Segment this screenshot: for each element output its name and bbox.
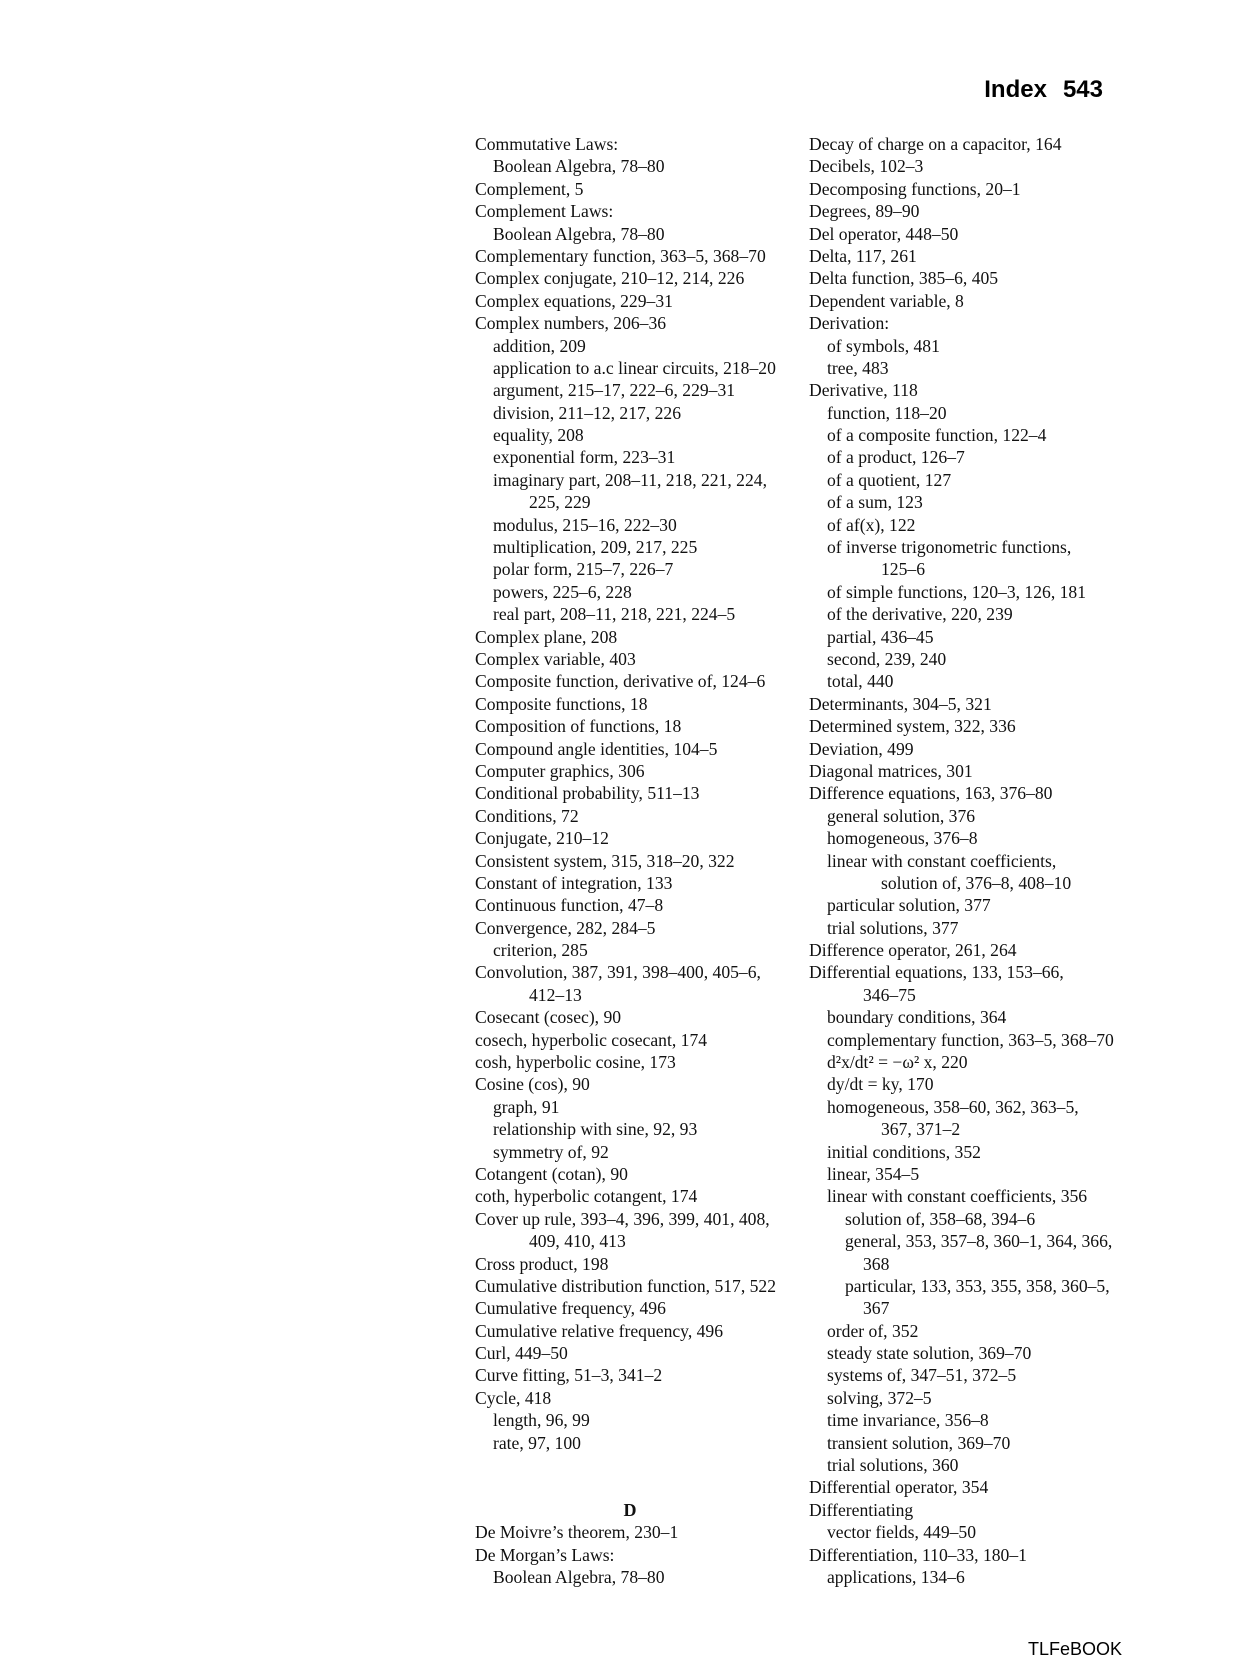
index-subentry: relationship with sine, 92, 93	[493, 1119, 698, 1140]
index-subentry: addition, 209	[493, 335, 586, 356]
index-entry: Computer graphics, 306	[475, 760, 645, 781]
index-subentry: imaginary part, 208–11, 218, 221, 224,	[493, 469, 767, 490]
index-subentry: Boolean Algebra, 78–80	[493, 1567, 665, 1587]
index-entry: Determinants, 304–5, 321	[809, 693, 992, 714]
index-subentry: linear with constant coefficients,	[827, 850, 1057, 871]
index-entry: Commutative Laws:	[475, 134, 619, 154]
index-continuation: 367	[863, 1298, 890, 1319]
index-subentry: Boolean Algebra, 78–80	[493, 156, 665, 177]
index-entry: Cumulative frequency, 496	[475, 1298, 666, 1319]
index-subsubentry: particular, 133, 353, 355, 358, 360–5,	[845, 1275, 1110, 1296]
index-subentry: of af(x), 122	[827, 514, 916, 535]
index-entry: Cumulative relative frequency, 496	[475, 1320, 724, 1341]
index-subentry: of a composite function, 122–4	[827, 425, 1047, 446]
index-entry: Conditional probability, 511–13	[475, 783, 700, 804]
index-subentry: d²x/dt² = −ω² x, 220	[827, 1052, 968, 1073]
index-continuation: 367, 371–2	[881, 1119, 961, 1140]
index-entry: Cover up rule, 393–4, 396, 399, 401, 408,	[475, 1208, 770, 1229]
index-entry: Dependent variable, 8	[809, 290, 964, 311]
header-label: Index	[984, 76, 1047, 103]
index-entry: Constant of integration, 133	[475, 872, 673, 893]
index-entry: Differential operator, 354	[809, 1477, 989, 1498]
index-subentry: partial, 436–45	[827, 626, 934, 647]
index-entry: Compound angle identities, 104–5	[475, 738, 718, 759]
index-entry: Cotangent (cotan), 90	[475, 1163, 628, 1184]
index-entry: Continuous function, 47–8	[475, 895, 664, 916]
index-subentry: of symbols, 481	[827, 335, 940, 356]
index-entry: Differentiation, 110–33, 180–1	[809, 1544, 1027, 1565]
index-entry: Differential equations, 133, 153–66,	[809, 962, 1064, 983]
index-subentry: order of, 352	[827, 1320, 919, 1341]
index-subentry: trial solutions, 377	[827, 917, 959, 938]
index-subentry: of simple functions, 120–3, 126, 181	[827, 581, 1087, 602]
index-subentry: criterion, 285	[493, 940, 588, 961]
index-subentry: modulus, 215–16, 222–30	[493, 514, 677, 535]
index-entry: De Morgan’s Laws:	[475, 1544, 615, 1565]
index-continuation: 409, 410, 413	[529, 1231, 626, 1252]
index-entry: Determined system, 322, 336	[809, 716, 1016, 737]
index-entry: Deviation, 499	[809, 738, 914, 759]
index-subentry: complementary function, 363–5, 368–70	[827, 1029, 1114, 1050]
index-subentry: rate, 97, 100	[493, 1432, 581, 1453]
index-entry: Differentiating	[809, 1499, 914, 1520]
index-continuation: solution of, 376–8, 408–10	[881, 872, 1072, 893]
index-entry: Conjugate, 210–12	[475, 828, 609, 849]
index-column-left	[475, 133, 795, 1588]
index-entry: Curve fitting, 51–3, 341–2	[475, 1365, 663, 1386]
index-subentry: dy/dt = ky, 170	[827, 1074, 934, 1095]
index-subentry: trial solutions, 360	[827, 1455, 959, 1476]
index-subentry: linear with constant coefficients, 356	[827, 1186, 1088, 1207]
index-subentry: symmetry of, 92	[493, 1141, 609, 1162]
index-entry: Derivative, 118	[809, 380, 918, 401]
index-subentry: multiplication, 209, 217, 225	[493, 537, 698, 558]
index-subentry: second, 239, 240	[827, 648, 947, 669]
index-entry: coth, hyperbolic cotangent, 174	[475, 1186, 698, 1207]
spacer	[475, 1476, 795, 1498]
index-subentry: of a product, 126–7	[827, 447, 965, 468]
index-subentry: of inverse trigonometric functions,	[827, 537, 1072, 558]
index-entry: Convergence, 282, 284–5	[475, 917, 656, 938]
index-entry: Cumulative distribution function, 517, 522	[475, 1275, 777, 1296]
index-entry: Complement Laws:	[475, 201, 614, 222]
index-entry: Difference equations, 163, 376–80	[809, 783, 1053, 804]
index-subentry: linear, 354–5	[827, 1163, 920, 1184]
index-subentry: solving, 372–5	[827, 1387, 932, 1408]
page-number: 543	[1062, 76, 1103, 103]
index-subentry: powers, 225–6, 228	[493, 581, 632, 602]
index-column-right	[809, 133, 1139, 1588]
index-entry: Diagonal matrices, 301	[809, 760, 973, 781]
index-subentry: time invariance, 356–8	[827, 1410, 989, 1431]
index-subsubentry: general, 353, 357–8, 360–1, 364, 366,	[845, 1231, 1113, 1252]
index-entry: Complex plane, 208	[475, 626, 618, 647]
running-header	[984, 76, 1103, 104]
index-subentry: particular solution, 377	[827, 895, 991, 916]
index-subentry: equality, 208	[493, 425, 584, 446]
index-entry: Convolution, 387, 391, 398–400, 405–6,	[475, 962, 761, 983]
index-subsubentry: solution of, 358–68, 394–6	[845, 1208, 1036, 1229]
index-subentry: transient solution, 369–70	[827, 1432, 1011, 1453]
index-subentry: length, 96, 99	[493, 1410, 590, 1431]
index-entry: Cosecant (cosec), 90	[475, 1007, 622, 1028]
index-entry: Delta function, 385–6, 405	[809, 268, 999, 289]
index-entry: Decay of charge on a capacitor, 164	[809, 134, 1062, 154]
spacer	[475, 1454, 795, 1476]
index-entry: Decomposing functions, 20–1	[809, 178, 1021, 199]
index-subentry: vector fields, 449–50	[827, 1522, 977, 1543]
index-subentry: of a quotient, 127	[827, 469, 952, 490]
index-entry: Derivation:	[809, 313, 890, 334]
index-entry: Consistent system, 315, 318–20, 322	[475, 850, 735, 871]
index-subentry: initial conditions, 352	[827, 1141, 981, 1162]
index-subentry: function, 118–20	[827, 402, 947, 423]
index-entry: cosech, hyperbolic cosecant, 174	[475, 1029, 708, 1050]
index-entry: Del operator, 448–50	[809, 223, 959, 244]
index-entry: Complex equations, 229–31	[475, 290, 673, 311]
index-subentry: argument, 215–17, 222–6, 229–31	[493, 380, 736, 401]
index-subentry: applications, 134–6	[827, 1567, 965, 1587]
index-continuation: 225, 229	[529, 492, 591, 513]
index-subentry: division, 211–12, 217, 226	[493, 402, 681, 423]
index-entry: Conditions, 72	[475, 805, 579, 826]
index-entry: Complex conjugate, 210–12, 214, 226	[475, 268, 745, 289]
index-entry: Cosine (cos), 90	[475, 1074, 590, 1095]
footer-watermark: TLFeBOOK	[1027, 1639, 1122, 1659]
index-subentry: homogeneous, 358–60, 362, 363–5,	[827, 1096, 1079, 1117]
index-continuation: 125–6	[881, 559, 925, 580]
index-subentry: polar form, 215–7, 226–7	[493, 559, 674, 580]
index-subentry: real part, 208–11, 218, 221, 224–5	[493, 604, 736, 625]
index-continuation: 368	[863, 1253, 890, 1274]
index-subentry: of a sum, 123	[827, 492, 923, 513]
index-entry: Decibels, 102–3	[809, 156, 924, 177]
index-entry: Cycle, 418	[475, 1387, 552, 1408]
index-entry: Composite functions, 18	[475, 693, 648, 714]
index-subentry: application to a.c linear circuits, 218–20	[493, 357, 776, 378]
index-entry: Composition of functions, 18	[475, 716, 682, 737]
section-letter: D	[623, 1499, 637, 1520]
index-subentry: Boolean Algebra, 78–80	[493, 223, 665, 244]
index-continuation: 412–13	[529, 984, 582, 1005]
index-entry: De Moivre’s theorem, 230–1	[475, 1522, 679, 1543]
index-subentry: tree, 483	[827, 357, 889, 378]
index-subentry: homogeneous, 376–8	[827, 828, 978, 849]
index-entry: cosh, hyperbolic cosine, 173	[475, 1052, 676, 1073]
index-subentry: of the derivative, 220, 239	[827, 604, 1013, 625]
index-entry: Degrees, 89–90	[809, 201, 920, 222]
index-entry: Delta, 117, 261	[809, 245, 917, 266]
index-entry: Difference operator, 261, 264	[809, 940, 1017, 961]
index-subentry: exponential form, 223–31	[493, 447, 676, 468]
index-entry: Complex variable, 403	[475, 648, 636, 669]
index-subentry: general solution, 376	[827, 805, 976, 826]
index-subentry: graph, 91	[493, 1096, 560, 1117]
index-entry: Complement, 5	[475, 178, 584, 199]
index-continuation: 346–75	[863, 984, 916, 1005]
index-subentry: steady state solution, 369–70	[827, 1343, 1032, 1364]
index-entry: Curl, 449–50	[475, 1343, 568, 1364]
index-subentry: boundary conditions, 364	[827, 1007, 1007, 1028]
index-entry: Cross product, 198	[475, 1253, 609, 1274]
index-entry: Composite function, derivative of, 124–6	[475, 671, 766, 692]
index-subentry: systems of, 347–51, 372–5	[827, 1365, 1017, 1386]
index-entry: Complex numbers, 206–36	[475, 313, 667, 334]
index-subentry: total, 440	[827, 671, 894, 692]
index-entry: Complementary function, 363–5, 368–70	[475, 245, 766, 266]
